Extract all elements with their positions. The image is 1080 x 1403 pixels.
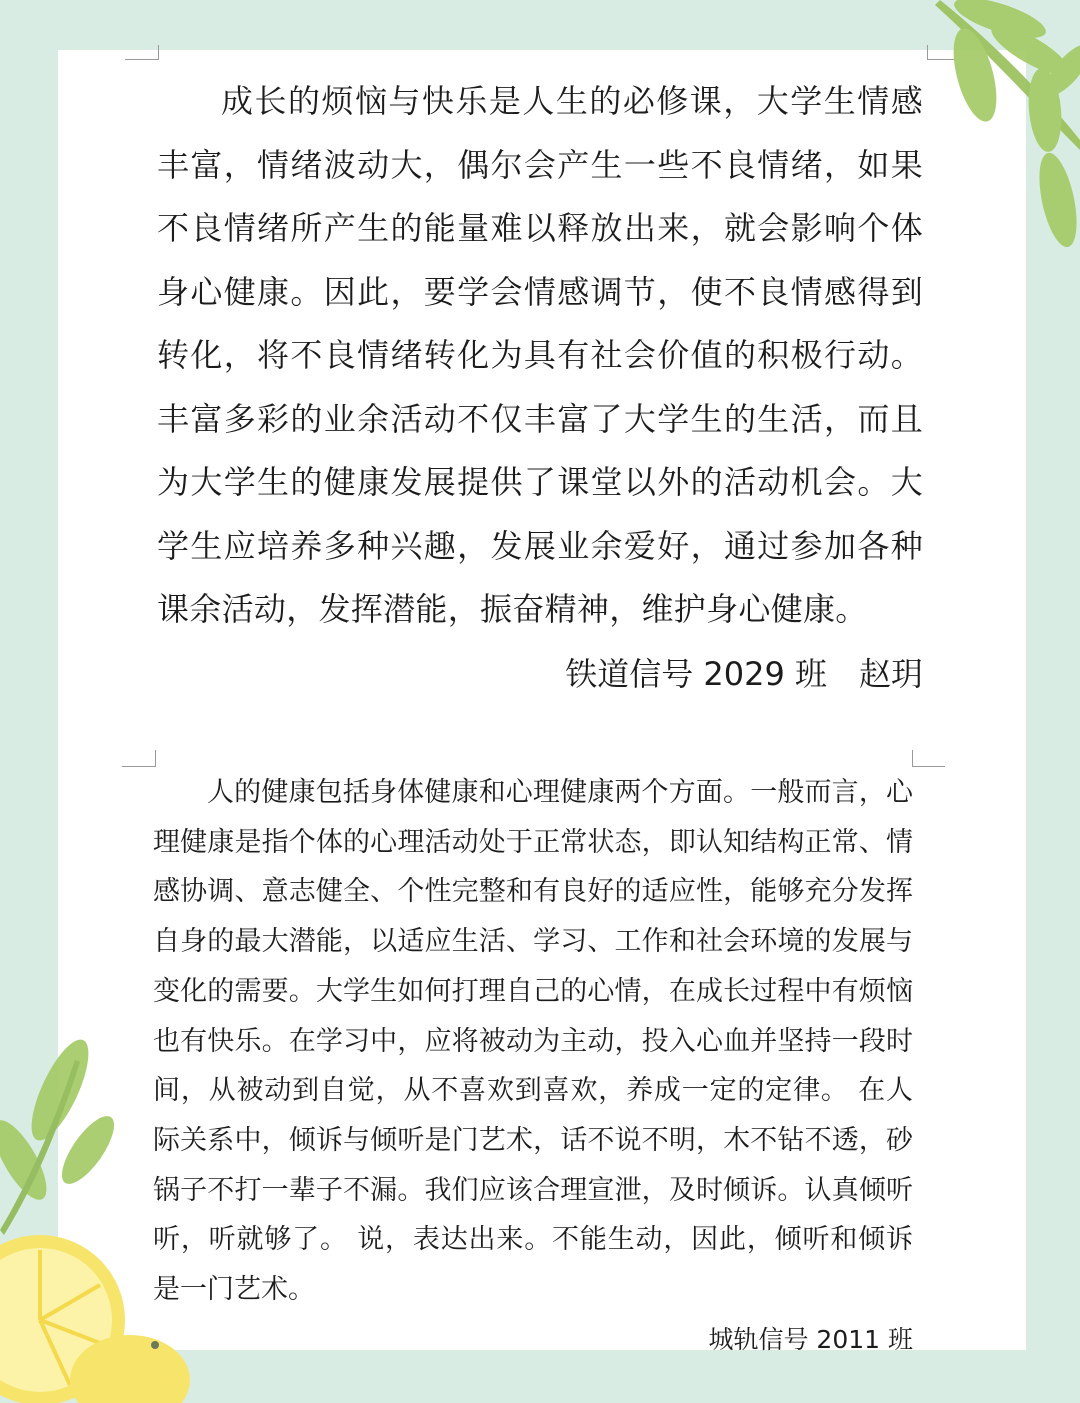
crop-mark-top-right — [927, 45, 956, 60]
essay-signature-2: 城轨信号 2011 班 — [708, 1324, 913, 1354]
essay-page-2 — [153, 768, 913, 1365]
crop-mark-top-left — [125, 45, 159, 60]
essay-page-1 — [157, 70, 923, 704]
essay-paragraph-2: 人的健康包括身体健康和心理健康两个方面。一般而言，心理健康是指个体的心理活动处于正常状态，即认知结构正常、情感协调、意志健全、个性完整和有良好的适应性，能够充分发挥自身的最大潜能，以适应生活、学习、工作和社会环境的发展与变化的需要。大学生如何打理自己的心情，在成长过程中有烦恼也有快乐。在学习中，应将被动为主动，投入心血并坚持一段时间，从被动到自觉，从不喜欢到喜欢，养成一定的定律。 在人际关系中，倾诉与倾听是门艺术，话不说不明，木不钻不透，砂锅子不打一辈子不漏。我们应该合理宣泄，及时倾诉。认真倾听听，听就够了。 说，表达出来。不能生动，因此，倾听和倾诉是一门艺术。 — [153, 777, 913, 1306]
essay-paragraph-1: 成长的烦恼与快乐是人生的必修课，大学生情感丰富，情绪波动大，偶尔会产生一些不良情绪，如果不良情绪所产生的能量难以释放出来，就会影响个体身心健康。因此，要学会情感调节，使不良情感得到转化，将不良情绪转化为具有社会价值的积极行动。丰富多彩的业余活动不仅丰富了大学生的生活，而且为大学生的健康发展提供了课堂以外的活动机会。大学生应培养多种兴趣，发展业余爱好，通过参加各种课余活动，发挥潜能，振奋精神，维护身心健康。 — [157, 82, 923, 628]
essay-signature-1: 铁道信号 2029 班 赵玥 — [565, 654, 923, 693]
crop-mark-mid-left — [122, 750, 156, 767]
crop-mark-mid-right — [912, 750, 945, 767]
